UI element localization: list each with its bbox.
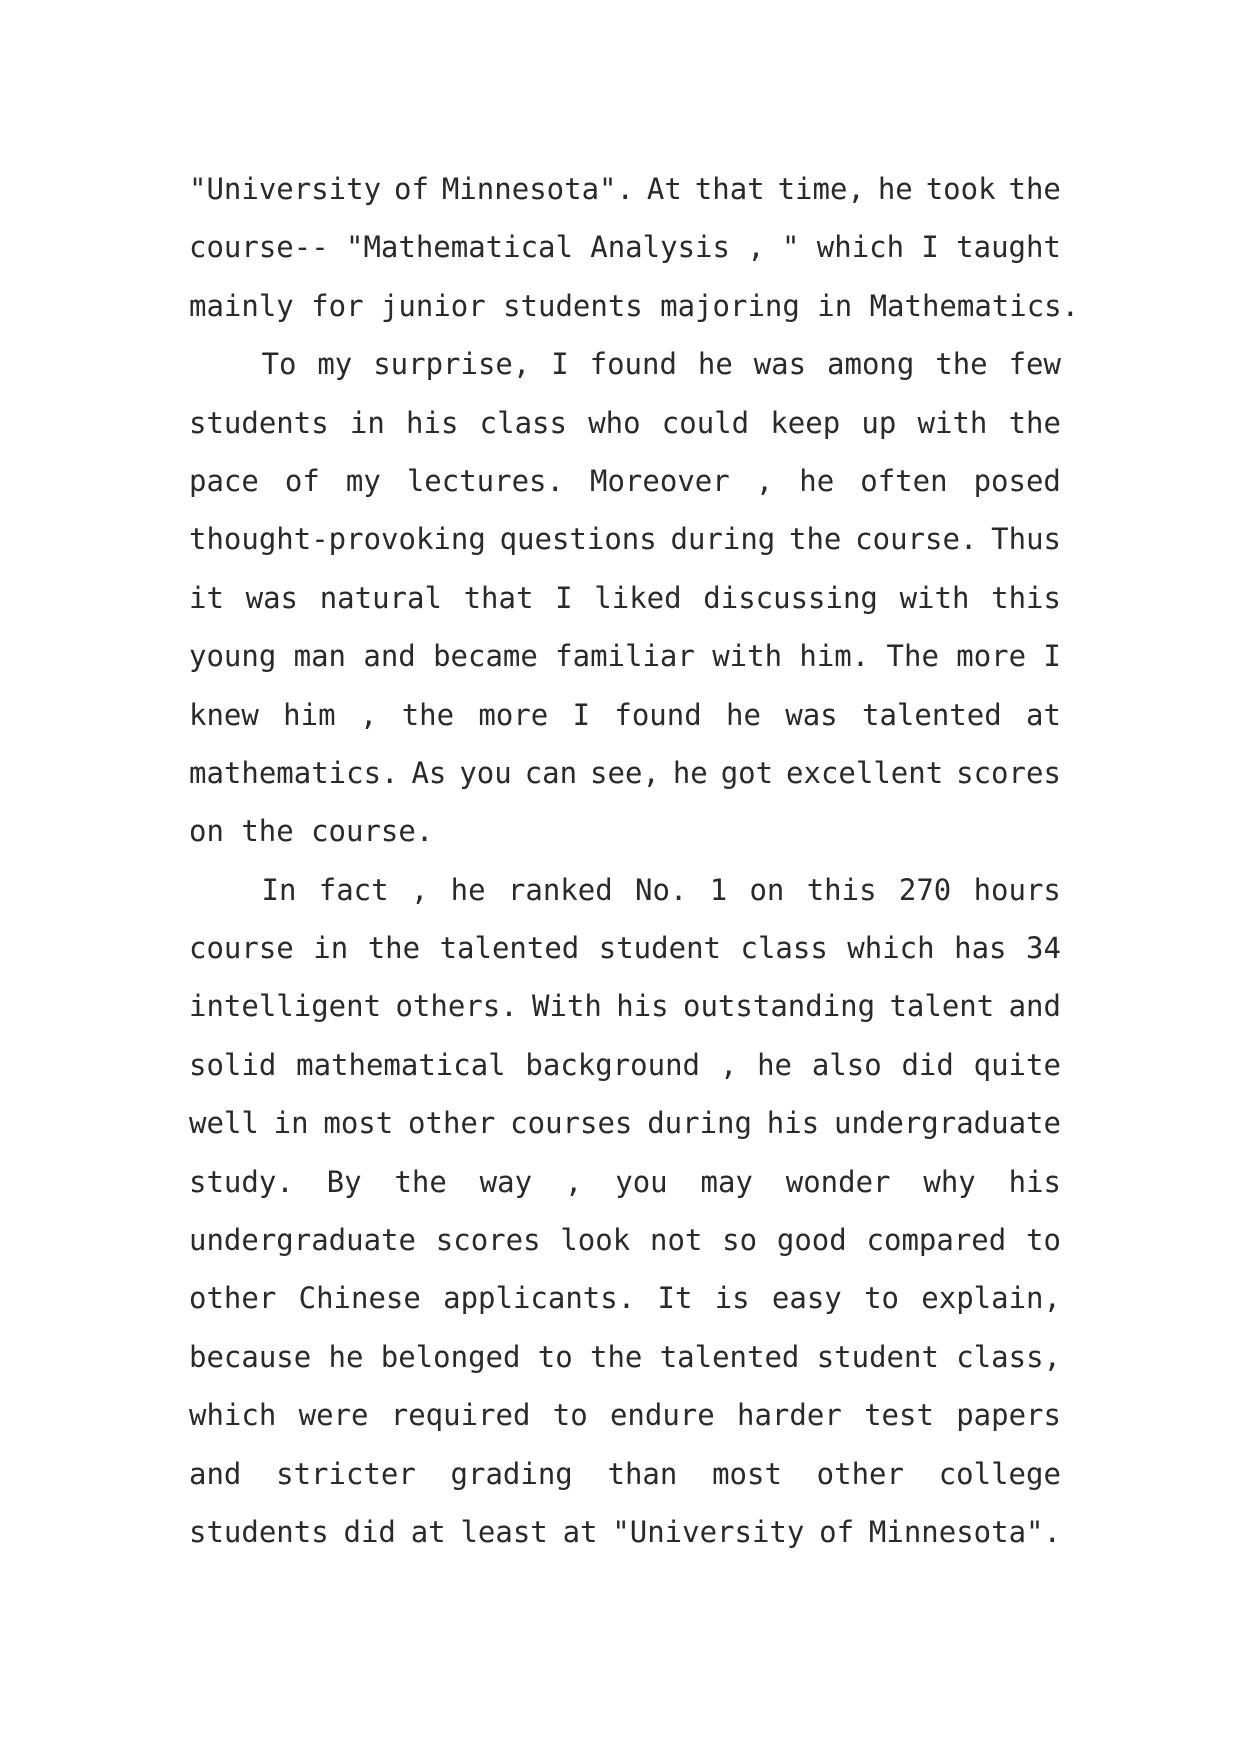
word: the (401, 697, 455, 732)
text-line (189, 1445, 1061, 1503)
word: the (1008, 172, 1061, 206)
word: can (524, 755, 578, 790)
word: time, (777, 172, 865, 206)
word: you (459, 755, 512, 790)
word: familiar (555, 639, 695, 674)
word: young (189, 639, 277, 674)
word: 270 (898, 872, 952, 907)
word: To (261, 347, 297, 382)
word: did (901, 1047, 954, 1082)
text-line (189, 510, 1061, 568)
word: with (899, 580, 970, 615)
text-line (189, 569, 1061, 627)
word: other (816, 1456, 904, 1491)
word: way (479, 1164, 533, 1199)
word: Moreover (590, 463, 730, 498)
word: class (479, 405, 567, 440)
word: the (394, 1164, 447, 1199)
word: talented (439, 931, 580, 966)
word: "University (612, 1514, 805, 1549)
word: his (1008, 1164, 1061, 1199)
word: , (410, 872, 429, 907)
word: quite (973, 1047, 1061, 1082)
word: more (956, 639, 1027, 674)
word: grading (450, 1456, 573, 1491)
word: applicants. (443, 1281, 636, 1316)
word: on (749, 872, 785, 907)
word: found (614, 697, 702, 732)
word: often (860, 463, 948, 498)
word: which (816, 230, 905, 265)
text-line (189, 160, 1061, 218)
word: is (714, 1281, 750, 1316)
word: thought-provoking (189, 522, 486, 557)
word: on (189, 814, 224, 849)
word: solid (189, 1047, 277, 1082)
text-line (189, 218, 1061, 276)
word: 1 (709, 872, 728, 907)
word: my (345, 463, 381, 498)
word: why (923, 1164, 976, 1199)
word: well (189, 1106, 259, 1141)
word: , (747, 230, 765, 265)
word: were (298, 1398, 369, 1433)
word: At (646, 172, 682, 206)
word: others. (395, 989, 518, 1024)
word: students (503, 288, 643, 323)
word: harder (737, 1398, 842, 1433)
word: As (411, 755, 447, 790)
word: keep (770, 405, 841, 440)
word: outstanding (683, 989, 876, 1024)
word: majoring (660, 288, 800, 323)
word: he (672, 755, 708, 790)
word: students (189, 1514, 329, 1549)
word: explain, (921, 1281, 1061, 1316)
word: at (1026, 697, 1061, 732)
word: undergraduate (189, 1223, 416, 1258)
word: , (564, 1164, 583, 1199)
word: got (720, 755, 774, 790)
word: man (293, 639, 347, 674)
word: endure (609, 1398, 715, 1433)
text-line (189, 394, 1061, 452)
word: excellent (786, 755, 944, 790)
word: he (757, 1047, 793, 1082)
text-line (189, 977, 1061, 1035)
text-line (189, 802, 1061, 860)
word: background (525, 1047, 701, 1082)
word: the (1008, 405, 1061, 440)
word: surprise, (373, 347, 531, 382)
word: course-- (189, 230, 329, 265)
word: scores (956, 755, 1061, 790)
word: mathematics. (189, 755, 399, 790)
word: he (328, 1339, 364, 1374)
word: he (799, 463, 835, 498)
word: class (740, 931, 828, 966)
word: in (313, 931, 349, 966)
word: Minnesota". (868, 1514, 1061, 1549)
word: to (537, 1339, 573, 1374)
word: that (694, 172, 765, 206)
word: pace (189, 463, 259, 498)
word: course (189, 931, 294, 966)
text-line (189, 627, 1061, 685)
word: look (560, 1223, 631, 1258)
word: up (861, 405, 897, 440)
word: his (406, 405, 459, 440)
word: undergraduate (833, 1106, 1061, 1141)
word: lectures. (406, 463, 564, 498)
word: talented (861, 697, 1002, 732)
word: not (649, 1223, 703, 1258)
word: I (572, 697, 591, 732)
word: this (806, 872, 877, 907)
word: Chinese (298, 1281, 421, 1316)
text-line (189, 686, 1061, 744)
word: I (1043, 639, 1061, 674)
word: mathematical (296, 1047, 506, 1082)
word: of (394, 172, 429, 206)
word: " (782, 230, 800, 265)
word: questions (499, 522, 657, 557)
word: found (589, 347, 677, 382)
word: more (478, 697, 549, 732)
word: other (408, 1106, 496, 1141)
word: mainly (189, 288, 294, 323)
word: student (816, 1339, 939, 1374)
word: student (598, 931, 721, 966)
word: talented (659, 1339, 800, 1374)
word: in (817, 288, 853, 323)
word: the (935, 347, 988, 382)
word: discussing (703, 580, 878, 615)
text-line (189, 744, 1061, 802)
word: and (363, 639, 416, 674)
word: to (1026, 1223, 1061, 1258)
word: intelligent (189, 989, 382, 1024)
word: ranked (507, 872, 613, 907)
text-line (189, 1094, 1061, 1152)
word: his (616, 989, 669, 1024)
text-line (189, 861, 1061, 919)
word: study. (189, 1164, 294, 1199)
word: his (766, 1106, 820, 1141)
word: I (551, 347, 569, 382)
word: fact (318, 872, 389, 907)
word: that (463, 580, 534, 615)
word: Analysis (590, 230, 730, 265)
word: which (847, 931, 935, 966)
word: in (349, 405, 385, 440)
word: and (1008, 989, 1061, 1024)
word: 34 (1026, 931, 1061, 966)
word: class, (956, 1339, 1061, 1374)
word: With (532, 989, 602, 1024)
word: liked (594, 580, 682, 615)
word: during (647, 1106, 752, 1141)
word: easy (771, 1281, 842, 1316)
word: became (433, 639, 538, 674)
word: could (661, 405, 750, 440)
word: him (283, 697, 336, 732)
word: in (273, 1106, 309, 1141)
word: least (460, 1514, 548, 1549)
word: of (819, 1514, 855, 1549)
word: was (753, 347, 807, 382)
word: junior (380, 288, 486, 323)
word: during (670, 522, 776, 557)
word: In (261, 872, 297, 907)
word: test (864, 1398, 934, 1433)
word: compared (866, 1223, 1007, 1258)
word: wonder (785, 1164, 891, 1199)
paragraph (189, 160, 1080, 335)
word: was (785, 697, 838, 732)
word: "University (189, 172, 382, 206)
word: may (700, 1164, 753, 1199)
word: Minnesota". (441, 172, 634, 206)
word: for (311, 288, 364, 323)
letter-body (189, 160, 1080, 1561)
word: papers (956, 1398, 1061, 1433)
word: has (954, 931, 1007, 966)
word: this (991, 580, 1061, 615)
word: required (390, 1398, 531, 1433)
word: natural (319, 580, 442, 615)
word: the (367, 931, 421, 966)
word: , (755, 463, 774, 498)
word: so (722, 1223, 758, 1258)
word: he (877, 172, 913, 206)
word: hours (973, 872, 1061, 907)
word: Mathematics. (869, 288, 1080, 323)
word: course. (311, 814, 434, 849)
paragraph (189, 335, 1061, 861)
text-line (189, 1269, 1061, 1327)
text-line (189, 277, 1080, 335)
word: courses (510, 1106, 633, 1141)
word: he (450, 872, 486, 907)
text-line (189, 335, 1061, 393)
word: you (615, 1164, 668, 1199)
word: he (697, 347, 733, 382)
text-line (189, 1211, 1061, 1269)
word: was (245, 580, 298, 615)
word: students (189, 405, 329, 440)
word: I (555, 580, 573, 615)
word: did (343, 1514, 396, 1549)
word: talent (889, 989, 995, 1024)
word: with (712, 639, 783, 674)
word: most (323, 1106, 394, 1141)
word: at (562, 1514, 598, 1549)
word: took (925, 172, 996, 206)
text-line (189, 1328, 1061, 1386)
word: college (938, 1456, 1061, 1491)
text-line (189, 1036, 1061, 1094)
word: most (712, 1456, 782, 1491)
word: the (789, 522, 842, 557)
word: , (719, 1047, 738, 1082)
word: By (326, 1164, 362, 1199)
word: stricter (276, 1456, 416, 1491)
word: he (726, 697, 761, 732)
word: No. (634, 872, 688, 907)
word: of (284, 463, 320, 498)
word: among (827, 347, 915, 382)
text-line (189, 919, 1061, 977)
word: taught (956, 230, 1061, 265)
word: and (189, 1456, 242, 1491)
word: because (189, 1339, 312, 1374)
word: few (1008, 347, 1061, 382)
word: which (189, 1398, 277, 1433)
text-line (189, 1386, 1061, 1444)
word: The (886, 639, 939, 674)
word: to (864, 1281, 899, 1316)
word: him. (799, 639, 870, 674)
paragraph (189, 861, 1061, 1562)
word: at (410, 1514, 446, 1549)
word: my (317, 347, 353, 382)
word: the (590, 1339, 643, 1374)
word: to (552, 1398, 588, 1433)
word: "Mathematical (345, 230, 573, 265)
word: than (607, 1456, 678, 1491)
word: It (657, 1281, 693, 1316)
word: course. (855, 522, 978, 557)
word: it (189, 580, 224, 615)
word: posed (973, 463, 1061, 498)
text-line (189, 452, 1061, 510)
word: knew (189, 697, 259, 732)
word: the (241, 814, 294, 849)
word: also (811, 1047, 882, 1082)
text-line (189, 1153, 1061, 1211)
word: good (776, 1223, 847, 1258)
word: who (588, 405, 641, 440)
word: Thus (991, 522, 1061, 557)
word: belonged (380, 1339, 521, 1374)
word: scores (435, 1223, 541, 1258)
word: I (921, 230, 939, 265)
word: with (917, 405, 988, 440)
text-line (189, 1503, 1061, 1561)
word: other (189, 1281, 277, 1316)
word: see, (590, 755, 660, 790)
word: , (359, 697, 378, 732)
